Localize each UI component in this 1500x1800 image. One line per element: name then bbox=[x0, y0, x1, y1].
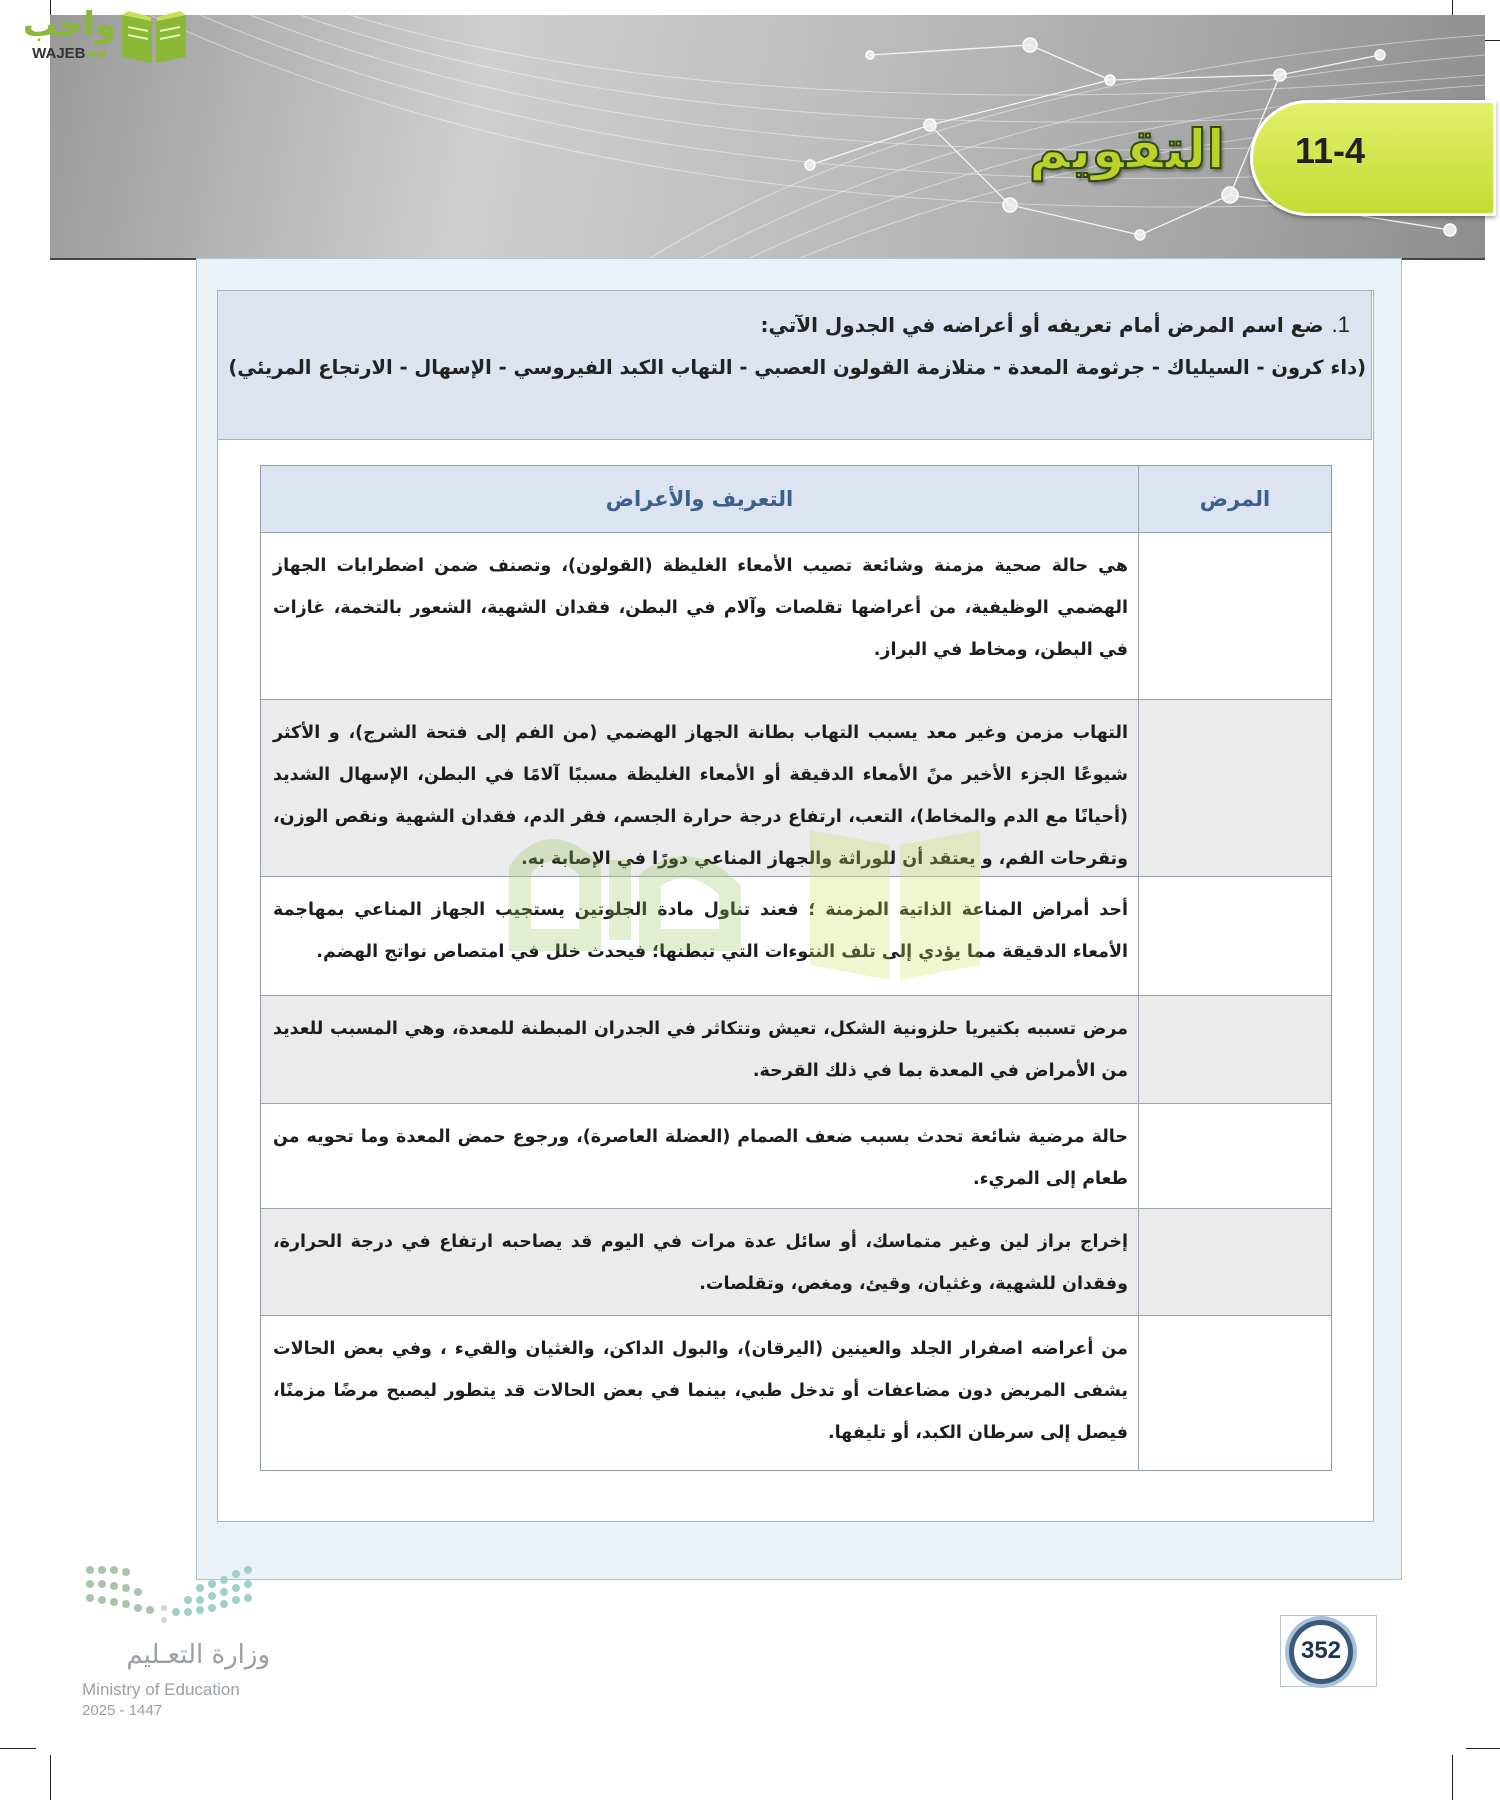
disease-answer-cell[interactable] bbox=[1138, 700, 1331, 876]
disease-answer-cell[interactable] bbox=[1138, 996, 1331, 1103]
definition-cell: مرض تسببه بكتيريا حلزونية الشكل، تعيش وتتكاثر في الجدران المبطنة للمعدة، وهي المسبب للعديد من الأمراض في المعدة بما في ذلك القرحة. bbox=[273, 1019, 1128, 1081]
definition-cell: هي حالة صحية مزمنة وشائعة تصيب الأمعاء الغليظة (القولون)، وتصنف ضمن اضطرابات الجهاز الهضمي الوظيفية، من أعراضها تقلصات وآلام في البطن، فقدان الشهية، الشعور بالتخمة، غازات في البطن، ومخاط في البراز. bbox=[273, 556, 1128, 660]
definition-cell: من أعراضه اصفرار الجلد والعينين (اليرقان)، والبول الداكن، والغثيان والقيء ، وفي بعض الحالات يشفى المريض دون مضاعفات أو تدخل طبي، بينما في بعض الحالات قد يتطور ليصبح مرضًا مزمنًا، فيصل إلى سرطان الكبد، أو تليفها. bbox=[273, 1339, 1128, 1443]
crop-mark bbox=[1466, 1748, 1500, 1749]
definition-cell: حالة مرضية شائعة تحدث بسبب ضعف الصمام (العضلة العاصرة)، ورجوع حمض المعدة وما تحويه من طعام إلى المريء. bbox=[273, 1127, 1128, 1189]
disease-table bbox=[260, 465, 1332, 1471]
page-number: 352 bbox=[1300, 1637, 1342, 1664]
table-row bbox=[261, 996, 1331, 1104]
disease-answer-cell[interactable] bbox=[1138, 1316, 1331, 1470]
logo-latin-text bbox=[22, 45, 117, 65]
logo-latin-name: WAJEB bbox=[32, 45, 86, 62]
table-row bbox=[261, 1209, 1331, 1316]
question-prompt: ضع اسم المرض أمام تعريفه أو أعراضه في الجدول الآتي: bbox=[760, 313, 1324, 337]
header-definition: التعريف والأعراض bbox=[605, 487, 794, 511]
section-title: التقويم bbox=[1028, 118, 1225, 181]
definition-cell: التهاب مزمن وغير معد يسبب التهاب بطانة الجهاز الهضمي (من الفم إلى فتحة الشرج)، و الأكثر شيوعًا الجزء الأخير منً الأمعاء الدقيقة أو الأمعاء الغليظة مسببًا آلامًا في البطن، الإسهال الشديد (أحيانًا مع الدم والمخاط)، التعب، ارتفاع درجة حرارة الجسم، فقر الدم، فقدان الشهية ونقص الوزن، وتقرحات الفم، و يعتقد أن للوراثة والجهاز المناعي دورًا في الإصابة به. bbox=[273, 723, 1128, 869]
section-number: 11-4 bbox=[1294, 130, 1366, 171]
header-disease: المرض bbox=[1138, 466, 1331, 532]
logo-arabic-text: واجب bbox=[22, 5, 117, 45]
table-row bbox=[261, 877, 1331, 996]
crop-mark bbox=[0, 1748, 36, 1749]
table-row bbox=[261, 1316, 1331, 1470]
table-row bbox=[261, 533, 1331, 700]
question-number: 1. bbox=[1331, 312, 1350, 337]
logo-latin-suffix: .net bbox=[85, 47, 107, 61]
table-header-row bbox=[261, 466, 1331, 533]
disease-answer-cell[interactable] bbox=[1138, 877, 1331, 995]
ministry-name-english: Ministry of Education bbox=[82, 1680, 240, 1699]
wajeb-logo[interactable] bbox=[10, 5, 190, 67]
academic-year: 2025 - 1447 bbox=[82, 1702, 163, 1719]
definition-cell: إخراج براز لين وغير متماسك، أو سائل عدة مرات في اليوم قد يصاحبه ارتفاع في درجة الحرارة، وفقدان للشهية، وغثيان، وقيئ، ومغص، وتقلصات. bbox=[273, 1232, 1128, 1294]
definition-cell: أحد أمراض المناعة الذاتية المزمنة ؛ فعند تناول مادة الجلوتين يستجيب الجهاز المناعي بمهاجمة الأمعاء الدقيقة مما يؤدي إلى تلف النتوءات التي تبطنها؛ فيحدث خلل في امتصاص نواتج الهضم. bbox=[273, 900, 1128, 962]
disease-answer-cell[interactable] bbox=[1138, 533, 1331, 699]
disease-answer-cell[interactable] bbox=[1138, 1209, 1331, 1315]
crop-mark bbox=[50, 1755, 51, 1800]
question-options: (داء كرون - السيلياك - جرثومة المعدة - متلازمة القولون العصبي - التهاب الكبد الفيروسي - الإسهال - الارتجاع المريئي) bbox=[228, 356, 1366, 379]
crop-mark bbox=[1452, 1755, 1453, 1800]
question-prompt-line bbox=[350, 312, 1350, 346]
table-row bbox=[261, 1104, 1331, 1209]
book-icon bbox=[118, 7, 190, 65]
table-row bbox=[261, 700, 1331, 877]
disease-answer-cell[interactable] bbox=[1138, 1104, 1331, 1208]
ministry-name-arabic: وزارة التعـليم bbox=[126, 1640, 270, 1670]
